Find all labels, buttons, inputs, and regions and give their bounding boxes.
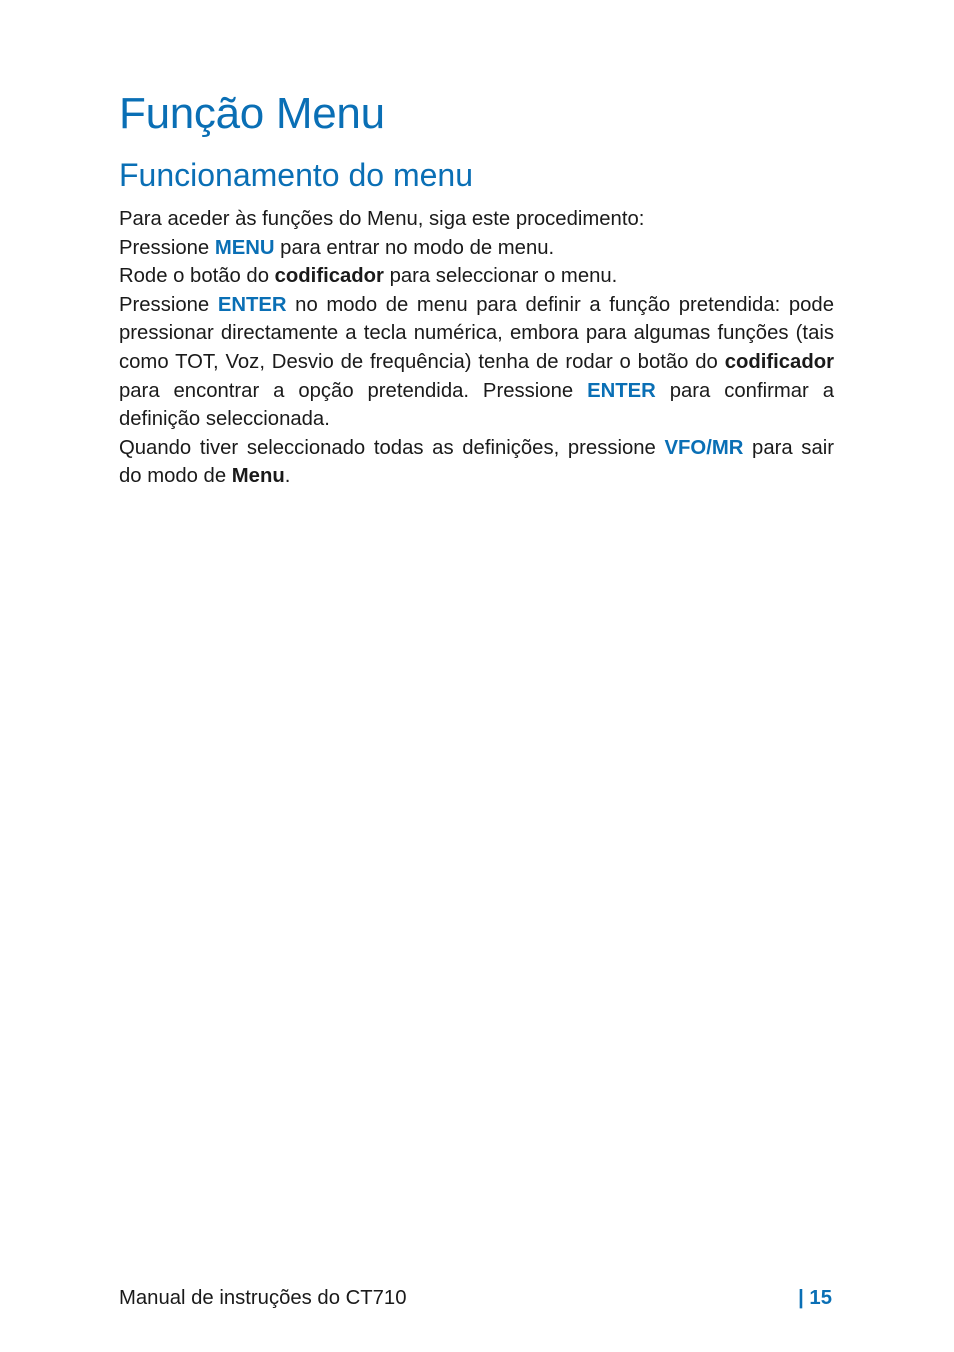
page-title: Função Menu: [119, 89, 385, 138]
menu-step-text-a: Pressione: [119, 236, 215, 259]
enter-step-text-c: para encontrar a opção pretendida. Pressione: [119, 379, 588, 402]
encoder-step-text-a: Rode o botão do: [119, 265, 275, 288]
exit-step-text-c: .: [284, 465, 291, 488]
enter-key-label: ENTER: [217, 293, 287, 316]
enter-key-label-2: ENTER: [587, 379, 656, 402]
enter-step-text-b: no modo de menu para definir a função pretendida: pode pressionar directamente a tecla numérica, embora para algumas funções (tais como TOT, Voz, Desvio de frequência) tenha de rodar o botão do: [119, 293, 834, 373]
encoder-term-2: codificador: [724, 350, 834, 373]
paragraph-intro: [119, 205, 834, 234]
exit-step-text-a: Quando tiver seleccionado todas as definições, pressione: [119, 436, 665, 459]
paragraph-enter-step: [119, 291, 834, 434]
paragraph-encoder-step: [119, 262, 834, 291]
enter-step-text-a: Pressione: [119, 293, 218, 316]
menu-step-text-b: para entrar no modo de menu.: [274, 236, 555, 259]
intro-text: Para aceder às funções do Menu, siga este procedimento:: [119, 208, 645, 230]
paragraph-menu-step: [119, 234, 834, 263]
menu-key-label: MENU: [214, 236, 275, 259]
paragraph-exit-step: [119, 434, 834, 491]
menu-term: Menu: [231, 465, 285, 488]
footer-manual-title: Manual de instruções do CT710: [119, 1287, 407, 1309]
enter-step-text-d: para confirmar a definição seleccionada.: [119, 379, 834, 431]
exit-step-text-b: para sair do modo de: [119, 436, 834, 488]
body-content: [119, 205, 834, 491]
page-number: | 15: [798, 1287, 832, 1309]
encoder-step-text-b: para seleccionar o menu.: [383, 265, 618, 288]
section-title: Funcionamento do menu: [119, 157, 473, 193]
encoder-term: codificador: [274, 265, 384, 288]
vfo-mr-key-label: VFO/MR: [664, 436, 744, 459]
